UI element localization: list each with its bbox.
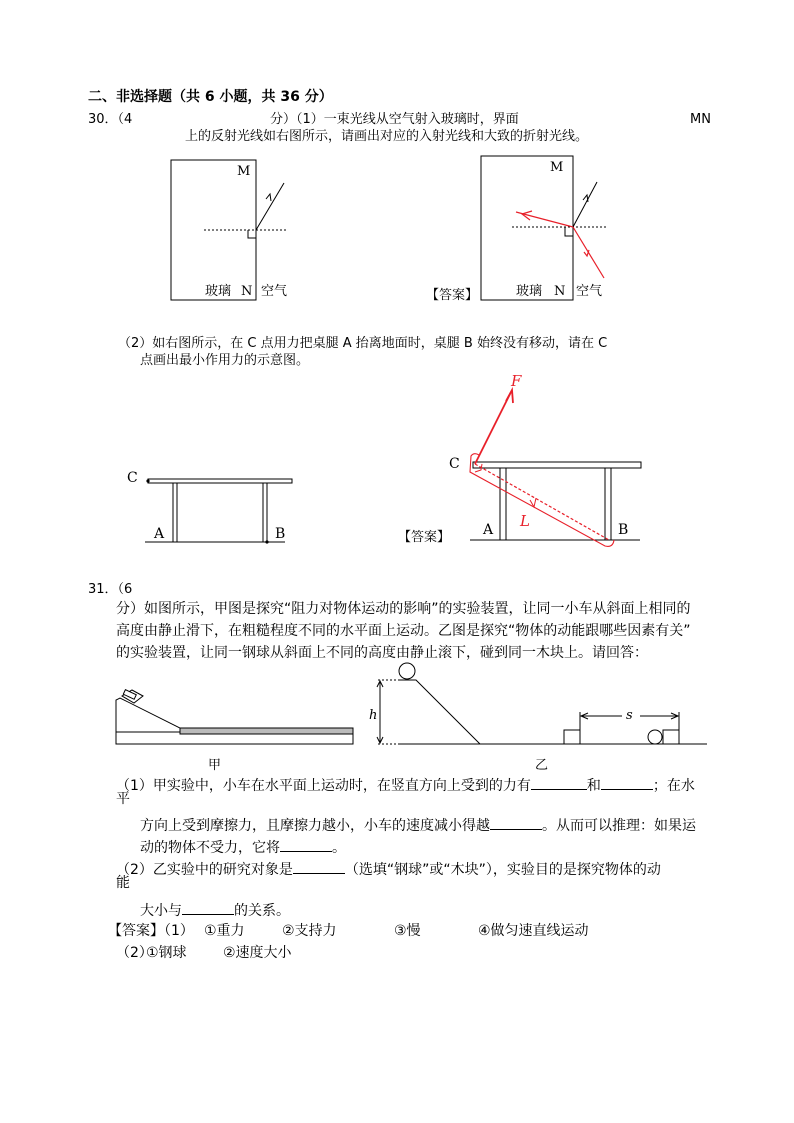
q31-part1-text-b: 和 [586,778,601,794]
q30-fig1-label-glass: 玻璃 [205,284,232,299]
q31-line2: 高度由静止滑下，在粗糙程度不同的水平面上运动。乙图是探究“物体的动能跟哪些因素有关” [116,623,691,639]
q30-fig2-label-glass: 玻璃 [516,284,543,299]
q31-answer1-prefix: （1） [164,923,194,939]
q30-table2-label-f: F [511,372,522,390]
q31-part2-line2 [140,900,290,920]
q30-part2-line2: 点画出最小作用力的示意图。 [140,353,310,368]
q30-answer-label-1: 【答案】 [426,288,479,303]
answer-blank-1[interactable] [531,775,587,790]
q31-part1-text-e: 方向上受到摩擦力，且摩擦力越小，小车的速度减小得越 [140,818,490,834]
q31-part1-text-h: 。 [332,840,346,856]
q30-table1-label-b: B [275,526,286,542]
answer-blank-4[interactable] [280,837,332,852]
q31-answer2-prefix: （2） [116,945,153,961]
q30-fig2-label-n: N [554,284,566,299]
q31-part1-text-d: 平 [116,791,130,807]
q30-fig1-label-n: N [241,284,253,299]
q31-line3: 的实验装置，让同一钢球从斜面上不同的高度由静止滚下，碰到同一木块上。请回答： [116,645,648,661]
q31-part1-text-a: （1）甲实验中，小车在水平面上运动时，在竖直方向上受到的力有 [116,778,531,794]
q31-part2-text-d: 大小与 [140,903,182,919]
q31-part2-line1 [116,859,661,879]
q31-label-s: s [626,708,633,723]
q31-part1-text-g: 动的物体不受力，它将 [140,840,280,856]
answer-blank-3[interactable] [490,815,542,830]
q30-figure-answer [480,154,620,304]
q31-answer-label: 【答案】 [108,923,164,939]
q31-answer2-item-1: ①钢球 [146,945,187,961]
q31-part1-line1 [116,775,695,795]
q31-number: 31．（6 [88,582,133,597]
q30-fig2-label-air: 空气 [576,284,603,299]
q31-part1-text-f: 。从而可以推理：如果运 [542,818,696,834]
q31-answer1-item-1: ①重力 [204,923,245,939]
q30-line2: 上的反射光线如右图所示，请画出对应的入射光线和大致的折射光线。 [185,129,589,144]
q31-part1-line3 [140,837,346,857]
q31-label-h: h [369,708,378,723]
q31-part1-text-c: ；在水 [652,778,695,794]
q30-figure-question [170,158,280,303]
q30-fig1-label-air: 空气 [261,284,288,299]
q31-part2-text-e: 的关系。 [234,903,290,919]
q31-label-yi: 乙 [535,758,549,773]
q31-line1: 分）如图所示，甲图是探究“阻力对物体运动的影响”的实验装置，让同一小车从斜面上相同的 [116,601,691,617]
q31-figure-jia [112,688,357,748]
q30-line1: 分）（1）一束光线从空气射入玻璃时，界面 [270,112,519,127]
q30-table2-label-b: B [618,522,629,538]
q30-table2-label-l: L [520,512,530,530]
q30-fig2-label-m: M [550,160,564,175]
q30-fig1-label-m: M [237,164,251,179]
q31-answer2-item-2: ②速度大小 [223,945,292,961]
q30-table2-label-c: C [449,456,460,472]
q30-part2-line1: （2）如右图所示，在 C 点用力把桌腿 A 抬离地面时，桌腿 B 始终没有移动，请在 C [118,336,608,351]
q31-part2-text-a: （2）乙实验中的研究对象是 [116,862,293,878]
q31-figure-yi [362,662,712,752]
q31-part1-line2 [140,815,696,835]
q31-answer1-item-4: ④做匀速直线运动 [478,923,589,939]
q30-table1-label-a: A [154,526,165,542]
answer-blank-5[interactable] [293,859,345,874]
q30-number: 30．（4 [88,112,133,127]
q31-label-jia: 甲 [208,758,222,773]
q31-answer1-item-2: ②支持力 [282,923,337,939]
q30-answer-label-2: 【答案】 [398,530,451,545]
section-title: 二、非选择题（共 6 小题，共 36 分） [88,89,333,105]
q30-table1-label-c: C [127,470,138,486]
answer-blank-6[interactable] [182,900,234,915]
answer-blank-2[interactable] [601,775,653,790]
q30-table2-label-a: A [483,522,494,538]
q31-answer1-item-3: ③慢 [394,923,421,939]
q31-answer-row-1 [108,922,194,940]
q31-part2-text-c: 能 [116,875,130,891]
q30-mn: MN [690,112,711,127]
q30-table-question [145,476,295,546]
q31-part2-text-b: （选填“钢球”或“木块”），实验目的是探究物体的动 [344,862,661,878]
